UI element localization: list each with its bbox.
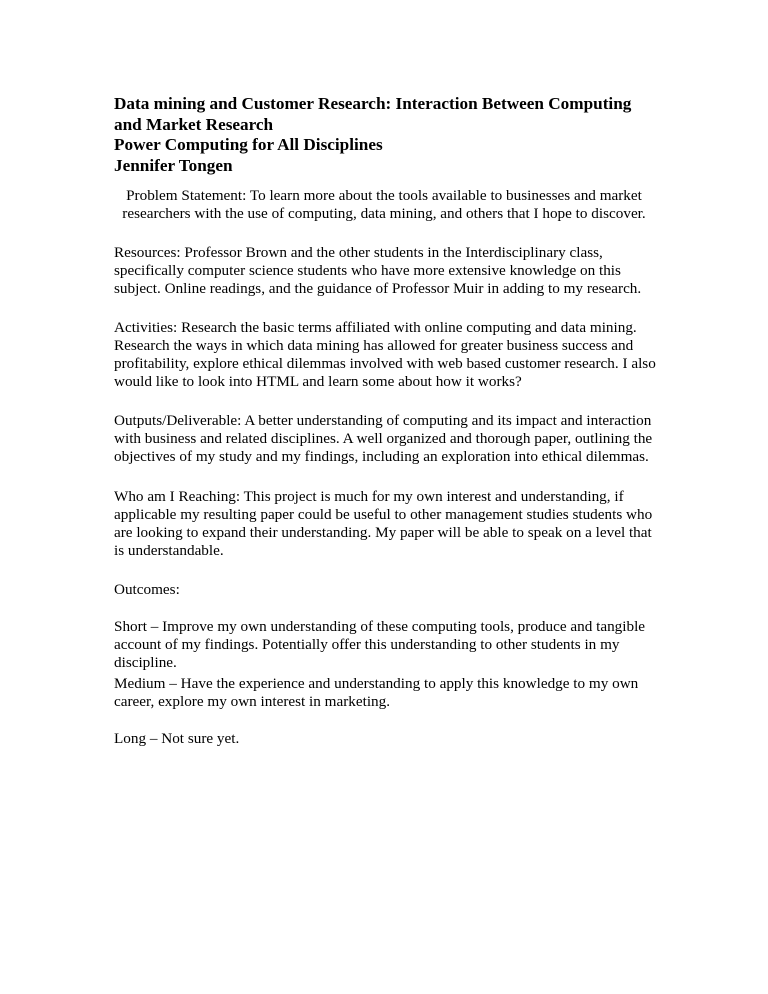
resources-line: subject. Online readings, and the guidance of Professor Muir in adding to my research. — [114, 280, 642, 297]
reaching-line: Who am I Reaching: This project is much for my own interest and understanding, if — [114, 488, 624, 505]
short-outcome-line: discipline. — [114, 654, 177, 671]
problem-statement-line: Problem Statement: To learn more about the tools available to businesses and market — [126, 187, 642, 204]
outputs-line: objectives of my study and my findings, including an exploration into ethical dilemmas. — [114, 448, 649, 465]
document-title-line-2: and Market Research — [114, 114, 274, 134]
resources-line: Resources: Professor Brown and the other students in the Interdisciplinary class, — [114, 244, 603, 261]
short-outcome-line: Short – Improve my own understanding of these computing tools, produce and tangible — [114, 618, 646, 635]
activities-line: Activities: Research the basic terms affiliated with online computing and data mining. — [114, 319, 637, 336]
outputs-line: Outputs/Deliverable: A better understanding of computing and its impact and interaction — [114, 412, 652, 429]
reaching-line: applicable my resulting paper could be useful to other management studies students who — [114, 506, 653, 523]
outcomes-heading-text: Outcomes: — [114, 581, 180, 598]
author-name: Jennifer Tongen — [114, 155, 233, 175]
course-title: Power Computing for All Disciplines — [114, 135, 383, 154]
resources-line: specifically computer science students who have more extensive knowledge on this — [114, 262, 621, 279]
long-outcome-line: Long – Not sure yet. — [114, 730, 240, 747]
reaching-line: are looking to expand their understanding. My paper will be able to speak on a level that — [114, 524, 652, 541]
medium-outcome-line: Medium – Have the experience and understanding to apply this knowledge to my own — [114, 675, 639, 692]
outcomes-heading — [114, 581, 659, 599]
problem-statement-line: researchers with the use of computing, data mining, and others that I hope to discover. — [122, 205, 646, 222]
short-outcome-paragraph — [114, 618, 659, 672]
medium-outcome-paragraph — [114, 675, 659, 711]
activities-paragraph — [114, 319, 659, 391]
short-outcome-line: account of my findings. Potentially offer this understanding to other students in my — [114, 636, 620, 653]
activities-line: Research the ways in which data mining has allowed for greater business success and — [114, 337, 634, 354]
reaching-line: is understandable. — [114, 542, 224, 559]
reaching-paragraph — [114, 488, 659, 560]
resources-paragraph — [114, 244, 659, 298]
activities-line: profitability, explore ethical dilemmas involved with web based customer research. I also — [114, 355, 656, 372]
medium-outcome-line: career, explore my own interest in marketing. — [114, 693, 391, 710]
activities-line: would like to look into HTML and learn some about how it works? — [114, 373, 522, 390]
outputs-paragraph — [114, 412, 659, 466]
problem-statement — [114, 187, 654, 223]
document-title-line-1: Data mining and Customer Research: Interaction Between Computing — [114, 94, 632, 113]
title-block — [114, 94, 674, 176]
outputs-line: with business and related disciplines. A well organized and thorough paper, outlining the — [114, 430, 653, 447]
long-outcome-paragraph — [114, 730, 659, 748]
